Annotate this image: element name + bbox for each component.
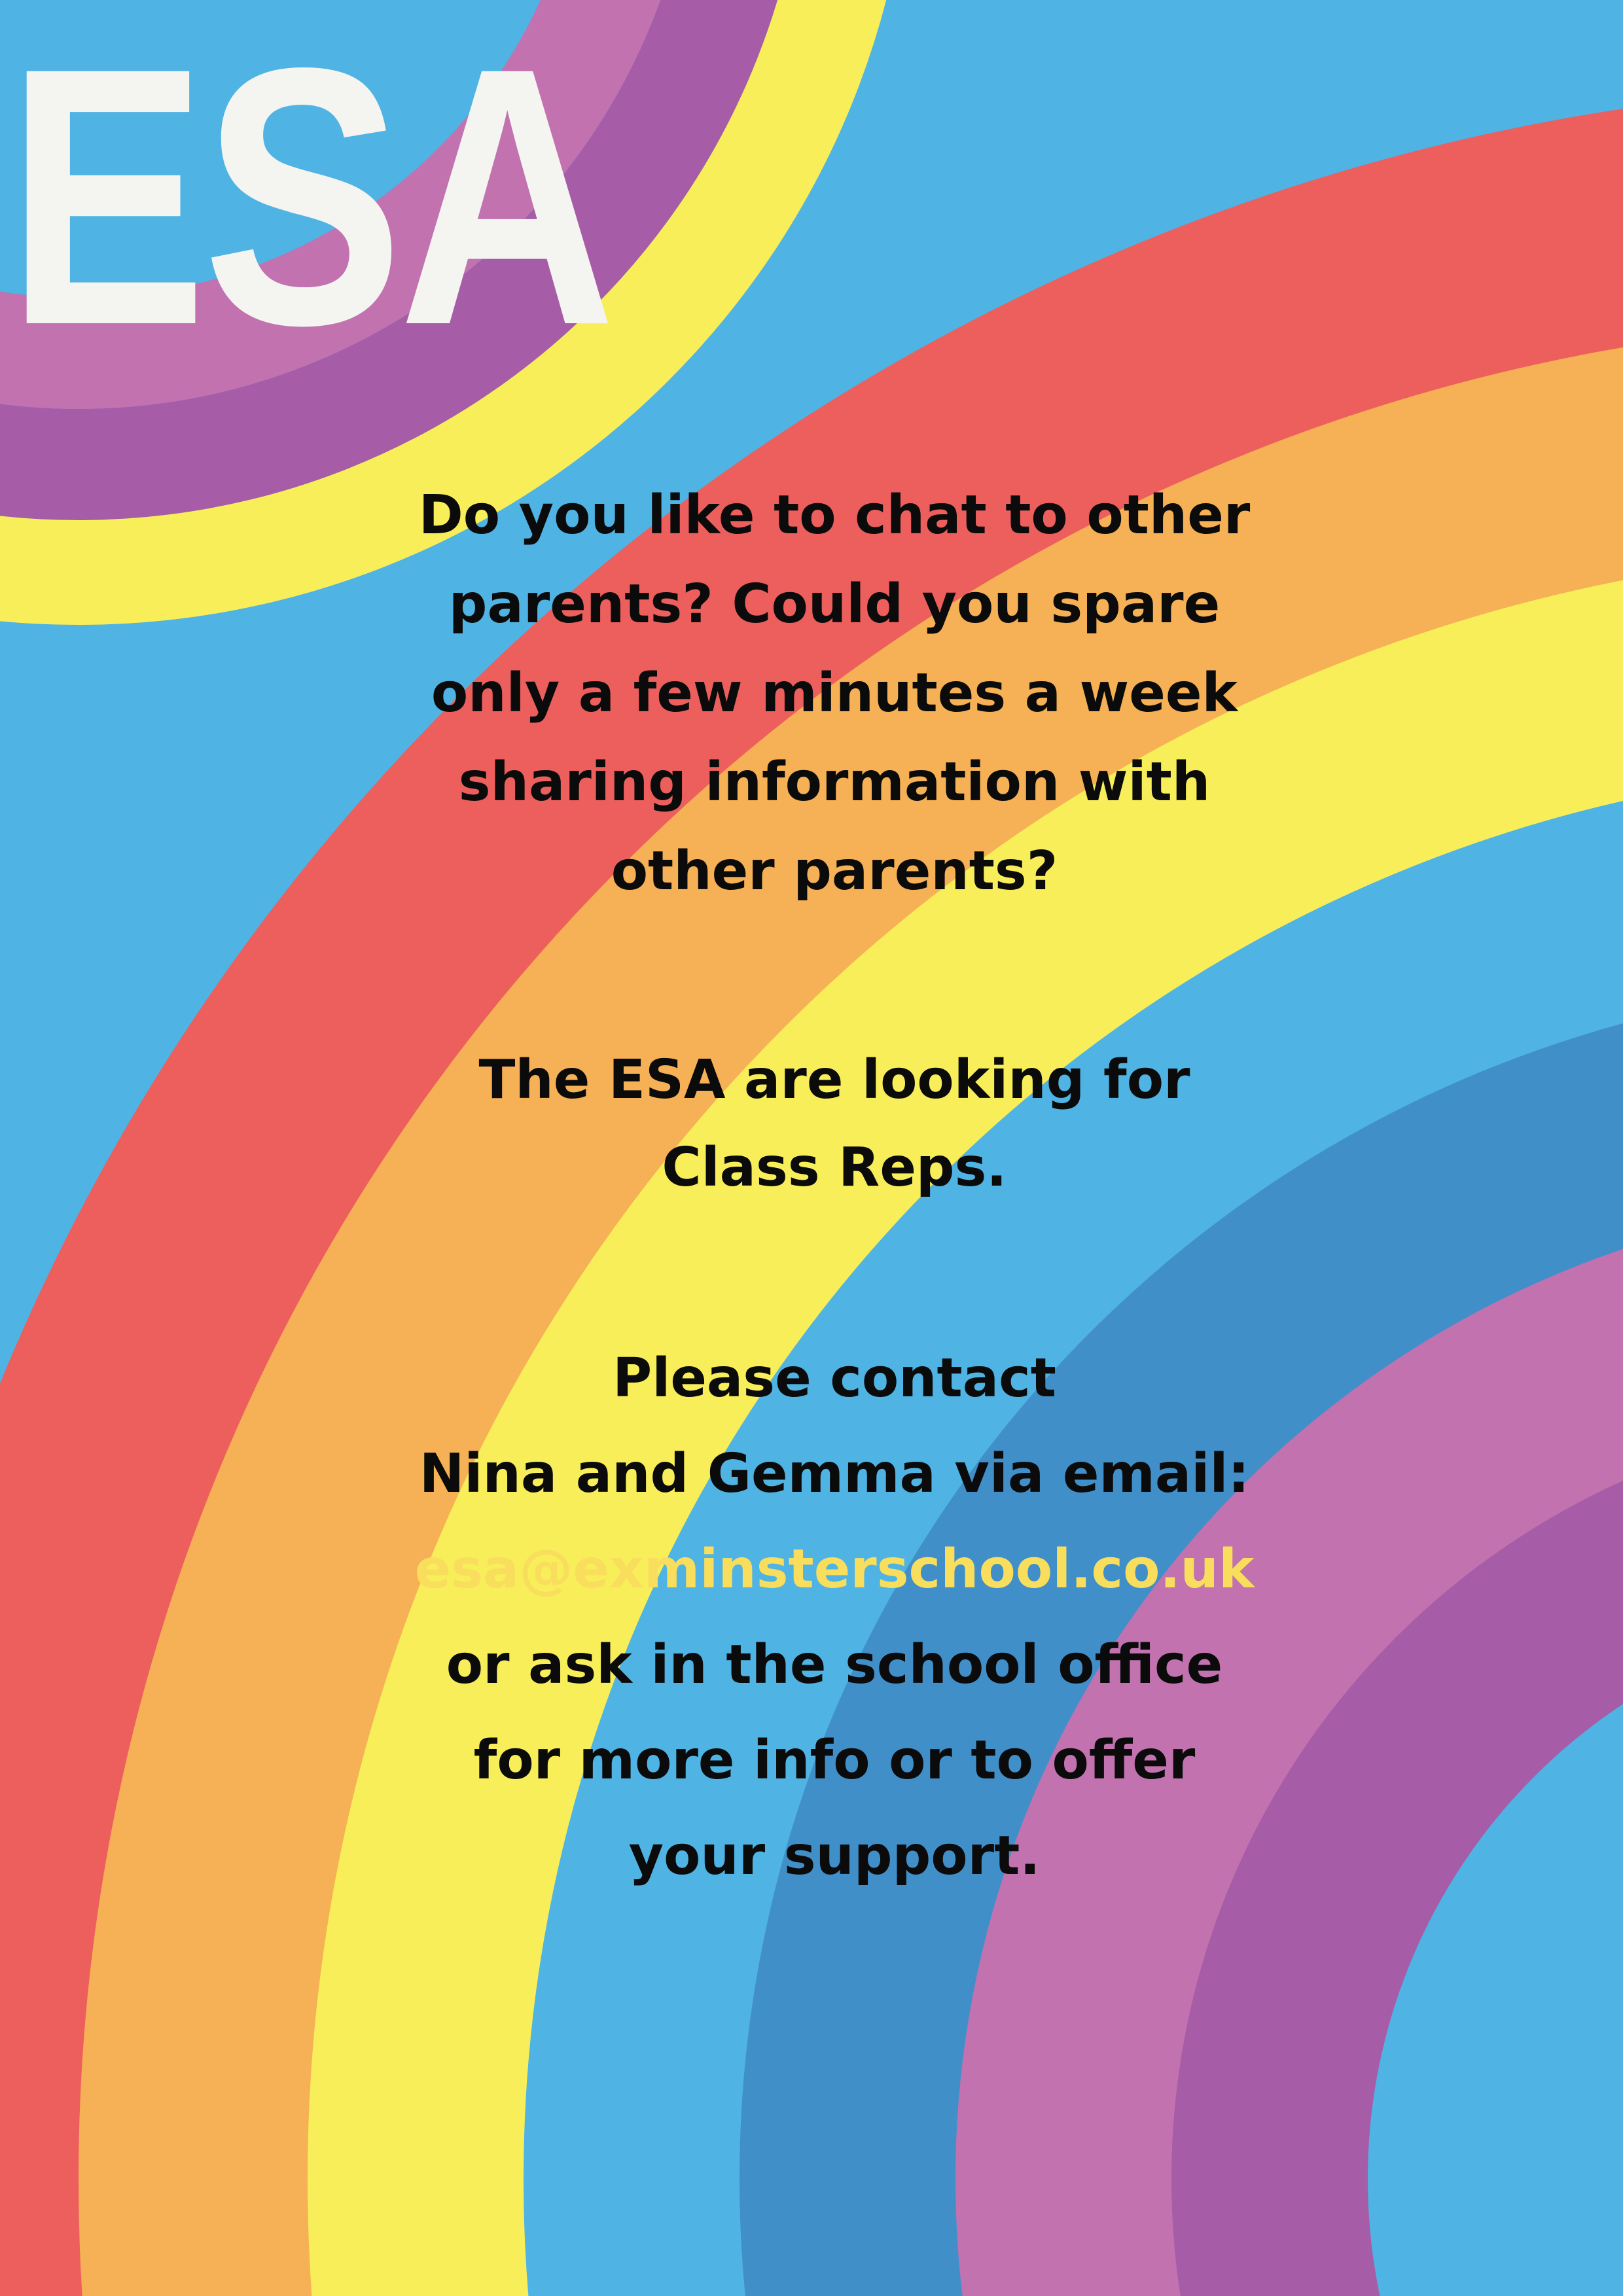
email-link[interactable]: esa@exminsterschool.co.uk <box>414 1538 1255 1600</box>
intro-paragraph <box>366 471 1302 916</box>
ask-line: Class Reps. <box>662 1137 1007 1199</box>
esa-logo: ESA <box>7 0 612 401</box>
intro-line: other parents? <box>611 840 1058 902</box>
contact-line: Please contact <box>613 1347 1056 1409</box>
intro-line: parents? Could you spare <box>448 573 1221 635</box>
intro-line: Do you like to chat to other <box>418 484 1251 546</box>
intro-line: sharing information with <box>458 751 1211 813</box>
contact-paragraph <box>366 1331 1302 1904</box>
ask-line: The ESA are looking for <box>478 1049 1190 1111</box>
class-reps-paragraph <box>366 1036 1302 1212</box>
contact-line: for more info or to offer <box>473 1729 1196 1792</box>
contact-line: Nina and Gemma via email: <box>419 1443 1250 1505</box>
contact-line: your support. <box>628 1825 1041 1887</box>
contact-line: or ask in the school office <box>446 1634 1223 1696</box>
intro-line: only a few minutes a week <box>431 662 1238 724</box>
